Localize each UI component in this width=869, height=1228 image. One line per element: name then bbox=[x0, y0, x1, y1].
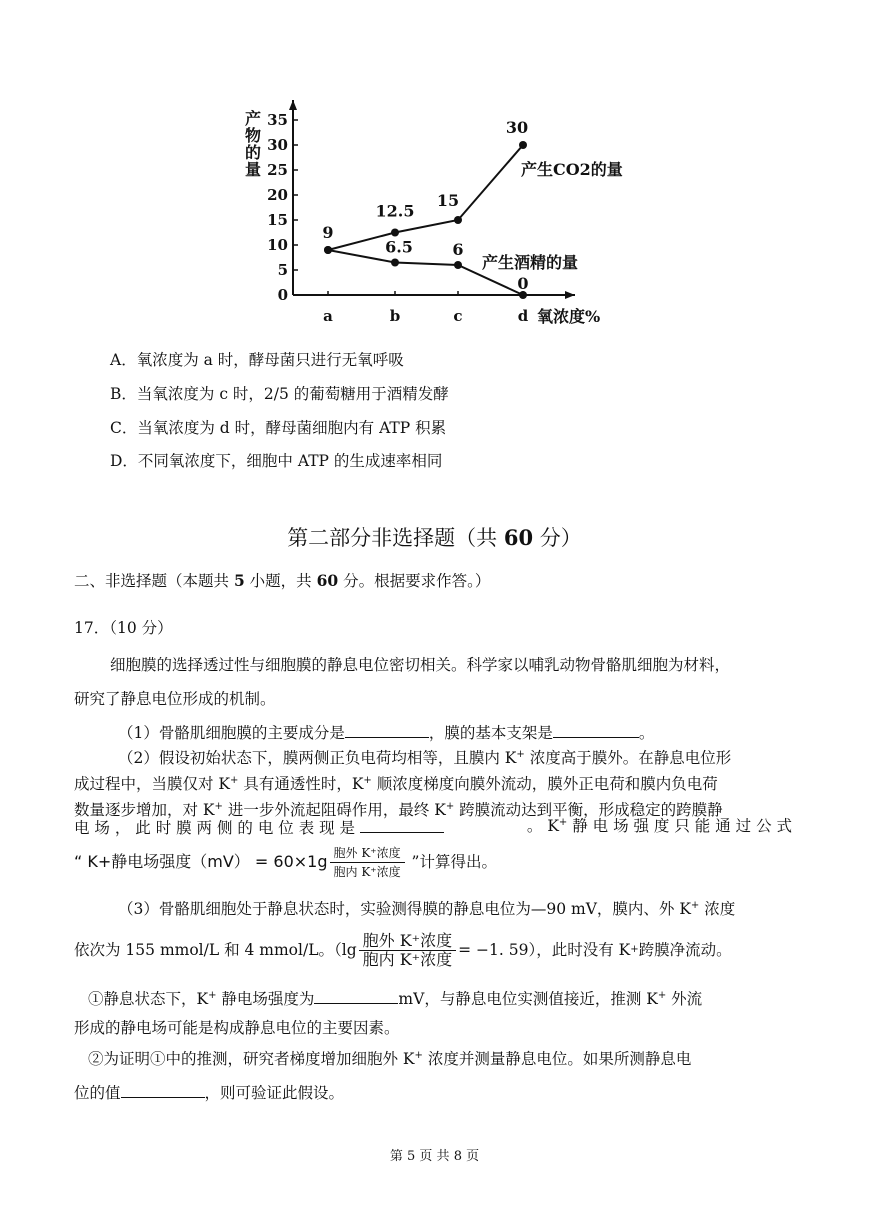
x-axis-title: 氧浓度% bbox=[537, 307, 601, 326]
sub-1-line-1 bbox=[88, 985, 702, 1011]
option-d: D．不同氧浓度下，细胞中 ATP 的生成速率相同 bbox=[110, 452, 443, 470]
p2-l3-b: 进一步外流起阻碍作用，最终 K bbox=[222, 801, 446, 819]
p3-l1-a: （3）骨骼肌细胞处于静息状态时，实验测得膜的静息电位为—90 mV，膜内、外 K bbox=[118, 900, 691, 918]
part-1-text-a: （1）骨骼肌细胞膜的主要成分是 bbox=[118, 724, 345, 742]
data-point bbox=[519, 141, 527, 149]
part-1-text-b: ，膜的基本支架是 bbox=[428, 724, 553, 742]
y-tick-label: 5 bbox=[277, 261, 288, 279]
y-tick-label: 25 bbox=[267, 161, 288, 179]
p3-l2-c: 跨膜净流动。 bbox=[638, 941, 732, 959]
data-point bbox=[391, 229, 399, 237]
formula-numerator: 胞外 K⁺浓度 bbox=[330, 844, 405, 863]
s2-a: ②为证明①中的推测，研究者梯度增加细胞外 K bbox=[88, 1050, 415, 1068]
section-score: 60 bbox=[316, 571, 339, 590]
part-two-title-score: 60 bbox=[503, 525, 534, 550]
p3-l2-a: 依次为 155 mmol/L 和 4 mmol/L。（lg bbox=[74, 941, 357, 959]
answer-blank-5[interactable] bbox=[121, 1079, 205, 1098]
y-tick-label: 15 bbox=[267, 211, 288, 229]
k-plus: + bbox=[208, 989, 217, 1001]
data-label: 6 bbox=[452, 240, 464, 259]
y-tick-label: 0 bbox=[277, 286, 288, 304]
data-point bbox=[324, 246, 332, 254]
p2-l3-c: 跨膜流动达到平衡，形成稳定的跨膜静 bbox=[454, 801, 723, 819]
page-footer: 第 5 页 共 8 页 bbox=[389, 1149, 480, 1164]
x-tick-label: b bbox=[389, 307, 401, 325]
p2-l1-b: 浓度高于膜外。在静息电位形 bbox=[524, 749, 732, 767]
k-plus: + bbox=[230, 774, 239, 786]
section-text-2: 小题，共 bbox=[244, 572, 317, 590]
series-label-co2: 产生CO2的量 bbox=[521, 160, 623, 179]
p2-l2-a: 成过程中，当膜仅对 K bbox=[74, 775, 231, 793]
x-tick-label: d bbox=[517, 307, 529, 325]
y-tick-label: 20 bbox=[267, 186, 288, 204]
answer-blank-2[interactable] bbox=[553, 719, 639, 738]
k-plus: + bbox=[690, 899, 700, 911]
p2-l2-b: 具有通透性时，K bbox=[238, 775, 364, 793]
data-label: 0 bbox=[517, 274, 529, 293]
p3-fraction bbox=[359, 932, 457, 969]
s2-l2-a: 位的值 bbox=[74, 1084, 121, 1102]
data-label: 9 bbox=[322, 223, 334, 242]
k-plus: + bbox=[414, 1049, 423, 1061]
s1-c: mV，与静息电位实测值接近，推测 K bbox=[398, 990, 658, 1008]
p2-l1-a: （2）假设初始状态下，膜两侧正负电荷均相等，且膜内 K bbox=[118, 749, 517, 767]
question-number: 17．（10 分） bbox=[74, 619, 173, 637]
formula-suffix: ”计算得出。 bbox=[406, 853, 497, 871]
option-b: B．当氧浓度为 c 时，2/5 的葡萄糖用于酒精发酵 bbox=[110, 385, 449, 403]
s1-b: 静电场强度为 bbox=[216, 990, 315, 1008]
sub-2-line-2 bbox=[74, 1079, 344, 1105]
y-tick-label: 30 bbox=[267, 136, 288, 154]
part-1 bbox=[118, 719, 654, 745]
data-label: 15 bbox=[436, 191, 460, 210]
option-a: A．氧浓度为 a 时，酵母菌只进行无氧呼吸 bbox=[110, 351, 404, 369]
k-plus: + bbox=[558, 816, 568, 828]
data-point bbox=[454, 261, 462, 269]
part-2-line-2 bbox=[74, 772, 718, 796]
formula-fraction bbox=[330, 844, 405, 881]
part-two-title bbox=[0, 523, 869, 553]
part-1-text-c: 。 bbox=[638, 724, 655, 742]
answer-blank-1[interactable] bbox=[345, 719, 429, 738]
data-label: 6.5 bbox=[385, 237, 413, 257]
data-point bbox=[454, 216, 462, 224]
sub-2-line-1 bbox=[88, 1047, 691, 1071]
part-3-line-2: 依次为 155 mmol/L 和 4 mmol/L。（lg $\frac{\text{胞外 K⁺浓度}}{\text{胞内 K⁺浓度}}$ = −1. 59），此时没有 K + 跨膜净流动。 bbox=[74, 930, 732, 969]
s2-l2-b: ，则可验证此假设。 bbox=[204, 1084, 345, 1102]
section-text-3: 分。根据要求作答。） bbox=[338, 572, 491, 590]
p3-l1-b: 浓度 bbox=[699, 900, 736, 918]
series-label-ethanol: 产生酒精的量 bbox=[482, 253, 579, 272]
p2-l4-b: 。 K bbox=[526, 817, 559, 835]
formula-text: “ K+静电场强度（mV） = 60×1g bbox=[74, 852, 328, 871]
part-2-line-4 bbox=[74, 814, 792, 840]
k-plus: + bbox=[657, 989, 667, 1001]
section-count: 5 bbox=[233, 571, 245, 590]
p3-numerator: 胞外 K⁺浓度 bbox=[359, 932, 457, 951]
answer-blank-4[interactable] bbox=[314, 985, 398, 1004]
p2-l4-c: 静 电 场 强 度 只 能 通 过 公 式 bbox=[567, 817, 792, 835]
k-plus: + bbox=[516, 748, 525, 760]
intro-line-1: 细胞膜的选择透过性与细胞膜的静息电位密切相关。科学家以哺乳动物骨骼肌细胞为材料， bbox=[110, 656, 731, 674]
k-plus: + bbox=[445, 800, 455, 812]
series-line-1 bbox=[328, 145, 523, 250]
data-label: 12.5 bbox=[375, 201, 415, 221]
y-tick-label: 10 bbox=[267, 236, 288, 254]
part-two-title-prefix: 第二部分非选择题（共 bbox=[287, 526, 504, 550]
formula-line bbox=[74, 844, 497, 881]
part-two-title-suffix: 分） bbox=[533, 526, 582, 550]
p3-denominator: 胞内 K⁺浓度 bbox=[362, 949, 453, 969]
k-plus: + bbox=[363, 774, 372, 786]
p2-l3-a: 数量逐步增加，对 K bbox=[74, 801, 215, 819]
section-text-1: 二、非选择题（本题共 bbox=[74, 572, 234, 590]
x-tick-label: c bbox=[453, 307, 463, 325]
option-c: C．当氧浓度为 d 时，酵母菌细胞内有 ATP 积累 bbox=[110, 419, 447, 437]
p2-l2-c: 顺浓度梯度向膜外流动，膜外正电荷和膜内负电荷 bbox=[371, 775, 718, 793]
data-label: 30 bbox=[505, 118, 529, 137]
y-axis-arrow bbox=[289, 100, 297, 110]
sub-1-line-2: 形成的静电场可能是构成静息电位的主要因素。 bbox=[74, 1019, 400, 1037]
formula-denominator: 胞内 K⁺浓度 bbox=[333, 865, 401, 879]
intro-line-2: 研究了静息电位形成的机制。 bbox=[74, 690, 276, 708]
y-tick-label: 35 bbox=[267, 111, 288, 129]
answer-blank-3[interactable] bbox=[360, 814, 444, 833]
s1-a: ①静息状态下，K bbox=[88, 990, 209, 1008]
y-axis-title: 产物的量 bbox=[242, 110, 262, 178]
s1-d: 外流 bbox=[666, 990, 703, 1008]
p3-l2-b: = −1. 59），此时没有 K bbox=[458, 941, 631, 959]
part-2-line-1 bbox=[118, 746, 731, 770]
x-tick-label: a bbox=[323, 307, 333, 325]
k-plus: + bbox=[214, 800, 223, 812]
s2-b: 浓度并测量静息电位。如果所测静息电 bbox=[422, 1050, 692, 1068]
x-axis-arrow bbox=[565, 291, 575, 299]
p2-l4-a: 电 场 ， 此 时 膜 两 侧 的 电 位 表 现 是 bbox=[74, 819, 356, 837]
section-heading bbox=[74, 569, 490, 593]
part-3-line-1 bbox=[118, 897, 735, 921]
data-point bbox=[391, 259, 399, 267]
line-chart bbox=[240, 95, 640, 330]
